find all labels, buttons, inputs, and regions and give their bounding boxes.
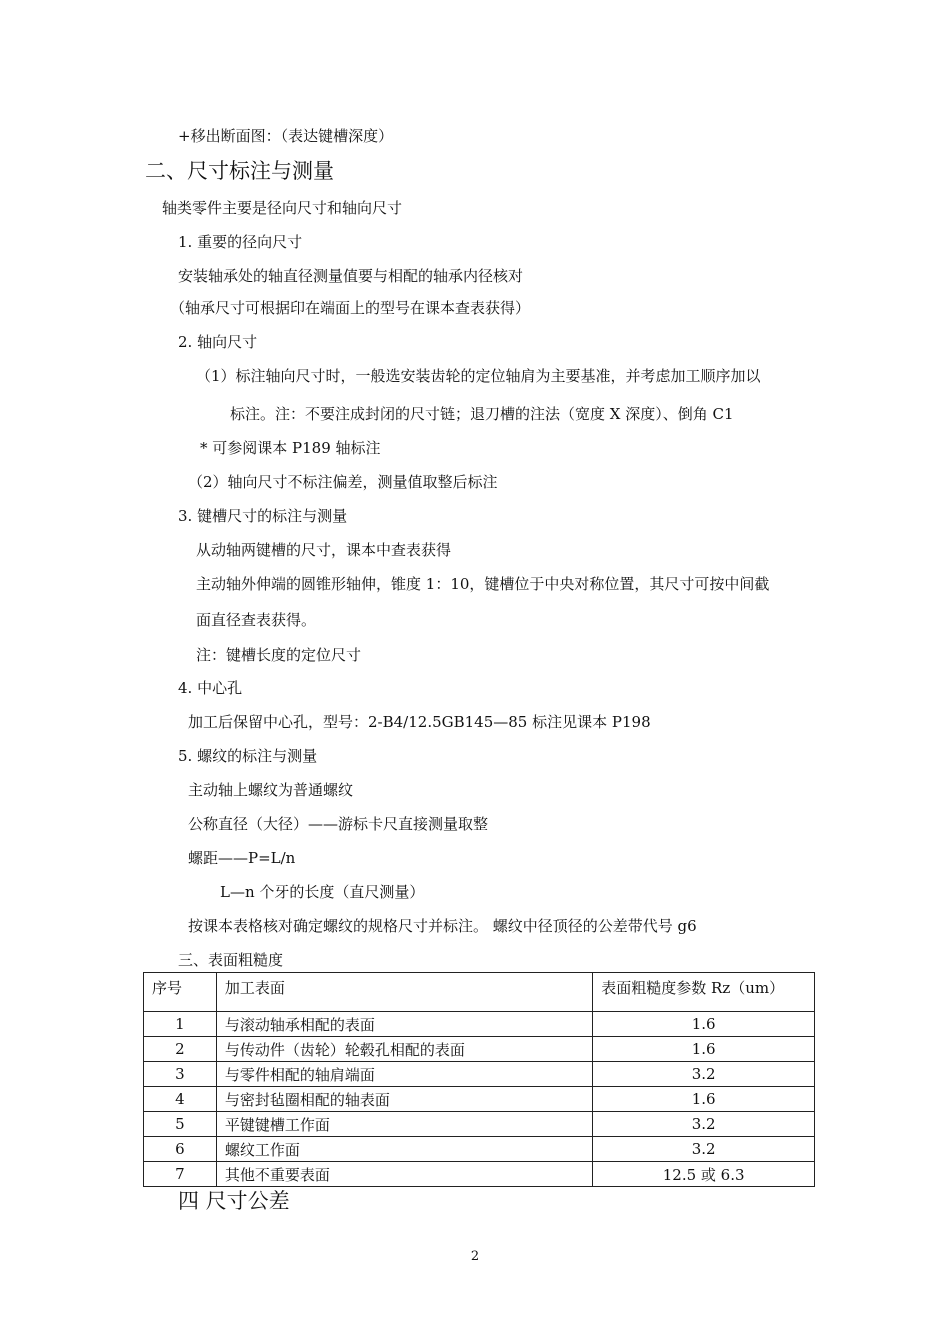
table-row [144,1087,815,1112]
cell-no: 6 [144,1137,217,1162]
cell-surface: 与传动件（齿轮）轮毂孔相配的表面 [216,1037,592,1062]
text-line: 从动轴两键槽的尺寸，课本中查表获得 [196,541,452,559]
cell-rz: 1.6 [593,1087,815,1112]
page-number: 2 [470,1249,480,1264]
cell-no: 2 [144,1037,217,1062]
text-line: 螺距——P=L/n [188,849,296,867]
cell-rz: 1.6 [593,1037,815,1062]
cell-no: 7 [144,1162,217,1187]
table-row [144,1037,815,1062]
table-header-row [144,973,815,1012]
text-line: 轴类零件主要是径向尺寸和轴向尺寸 [162,199,403,217]
table-row [144,1162,815,1187]
surface-roughness-table [143,972,815,1187]
section-heading-3: 三、表面粗糙度 [178,951,284,969]
text-line: 按课本表格核对确定螺纹的规格尺寸并标注。 螺纹中径顶径的公差带代号 g6 [188,917,697,935]
cell-surface: 与零件相配的轴肩端面 [216,1062,592,1087]
column-header-surface: 加工表面 [216,973,592,1012]
cell-rz: 12.5 或 6.3 [593,1162,815,1187]
text-line: 主动轴上螺纹为普通螺纹 [188,781,354,799]
text-line: （轴承尺寸可根据印在端面上的型号在课本查表获得） [170,299,531,317]
cell-rz: 1.6 [593,1012,815,1037]
table-row [144,1062,815,1087]
table-row [144,1137,815,1162]
column-header-no: 序号 [144,973,217,1012]
text-line: （2）轴向尺寸不标注偏差，测量值取整后标注 [188,473,498,491]
section-heading-4: 四 尺寸公差 [178,1189,290,1213]
text-line: +移出断面图：（表达键槽深度） [178,127,394,145]
text-line: 公称直径（大径）——游标卡尺直接测量取整 [188,815,489,833]
table-row [144,1112,815,1137]
cell-no: 4 [144,1087,217,1112]
section-heading-2: 二、尺寸标注与测量 [145,159,334,183]
text-line: L—n 个牙的长度（直尺测量） [220,883,425,901]
text-line: 主动轴外伸端的圆锥形轴伸，锥度 1：10，键槽位于中央对称位置，其尺寸可按中间截 [196,575,770,593]
cell-no: 1 [144,1012,217,1037]
cell-surface: 与密封毡圈相配的轴表面 [216,1087,592,1112]
cell-rz: 3.2 [593,1137,815,1162]
numbered-item-2: 2. 轴向尺寸 [178,333,258,351]
text-line: 加工后保留中心孔，型号：2-B4/12.5GB145—85 标注见课本 P198 [188,713,651,731]
numbered-item-3: 3. 键槽尺寸的标注与测量 [178,507,348,525]
cell-rz: 3.2 [593,1112,815,1137]
cell-surface: 其他不重要表面 [216,1162,592,1187]
numbered-item-1: 1. 重要的径向尺寸 [178,233,303,251]
text-line: 注：键槽长度的定位尺寸 [196,646,362,664]
text-line: （1）标注轴向尺寸时，一般选安装齿轮的定位轴肩为主要基准，并考虑加工顺序加以 [196,367,761,385]
numbered-item-4: 4. 中心孔 [178,679,243,697]
text-line: * 可参阅课本 P189 轴标注 [200,439,381,457]
cell-surface: 平键键槽工作面 [216,1112,592,1137]
text-line: 面直径查表获得。 [196,611,317,629]
cell-surface: 螺纹工作面 [216,1137,592,1162]
text-line: 标注。注：不要注成封闭的尺寸链；退刀槽的注法（宽度 X 深度）、倒角 C1 [230,405,734,423]
cell-no: 3 [144,1062,217,1087]
text-line: 安装轴承处的轴直径测量值要与相配的轴承内径核对 [178,267,524,285]
cell-rz: 3.2 [593,1062,815,1087]
cell-no: 5 [144,1112,217,1137]
numbered-item-5: 5. 螺纹的标注与测量 [178,747,318,765]
cell-surface: 与滚动轴承相配的表面 [216,1012,592,1037]
column-header-rz: 表面粗糙度参数 Rz（um） [593,973,815,1012]
table-row [144,1012,815,1037]
